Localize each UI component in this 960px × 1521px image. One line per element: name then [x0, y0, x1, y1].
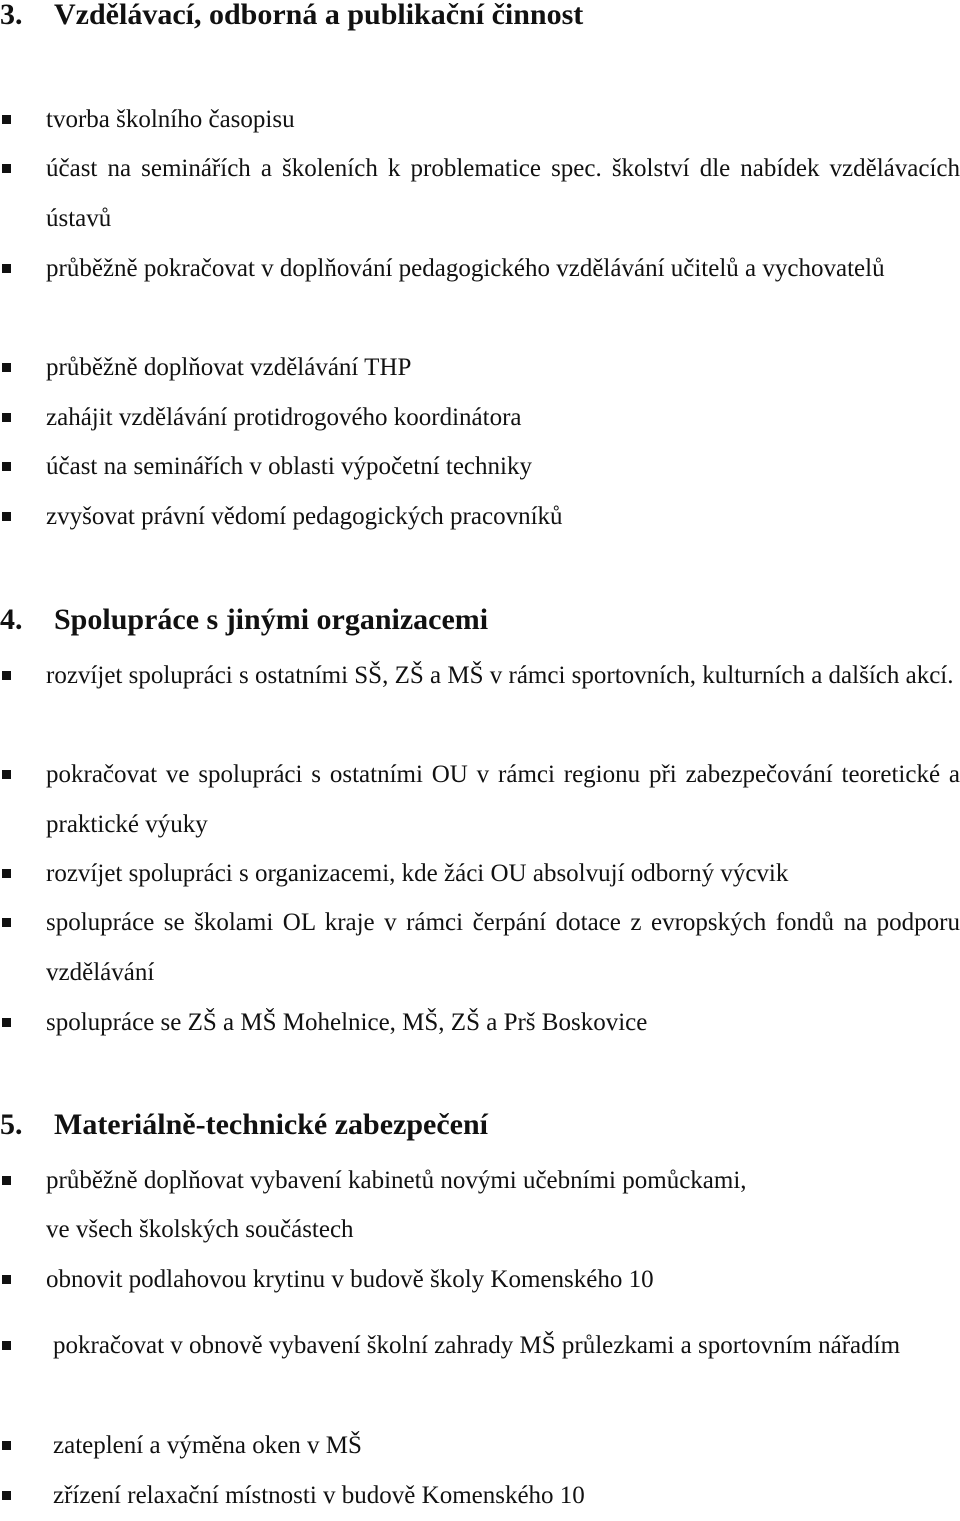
list-item-continuation	[0, 1205, 960, 1255]
bullet-square-icon	[2, 363, 11, 372]
list-item	[0, 492, 960, 542]
list-item-text: průběžně doplňovat vzdělávání THP	[46, 354, 412, 381]
list-item	[0, 750, 960, 850]
list-item	[0, 244, 960, 294]
list-item	[0, 1421, 960, 1471]
bullet-square-icon	[2, 869, 11, 878]
list-item	[0, 651, 960, 701]
bullet-square-icon	[2, 1176, 11, 1185]
list-item	[0, 144, 960, 244]
section-heading-3	[0, 0, 583, 33]
bullet-square-icon	[2, 512, 11, 521]
list-item-text: průběžně doplňovat vybavení kabinetů novými učebními pomůckami,	[46, 1167, 747, 1194]
bullet-square-icon	[2, 413, 11, 422]
bullet-square-icon	[2, 918, 11, 927]
bullet-square-icon	[2, 1491, 11, 1500]
list-item-text: tvorba školního časopisu	[46, 106, 295, 133]
list-item	[0, 998, 960, 1048]
section-title: Materiálně-technické zabezpečení	[54, 1108, 489, 1141]
section-heading-4	[0, 602, 488, 638]
list-item	[0, 442, 960, 492]
list-item-text: zateplení a výměna oken v MŠ	[53, 1432, 362, 1459]
list-item-text: rozvíjet spolupráci s ostatními SŠ, ZŠ a MŠ v rámci sportovních, kulturních a dalších akcí.	[46, 662, 954, 689]
list-item	[0, 1156, 960, 1206]
list-item-text: zřízení relaxační místnosti v budově Komenského 10	[53, 1482, 585, 1509]
bullet-square-icon	[2, 264, 11, 273]
list-item	[0, 1321, 960, 1371]
section-title: Vzdělávací, odborná a publikační činnost	[54, 0, 584, 31]
section-number: 3.	[0, 0, 23, 31]
list-item-text: pokračovat ve spolupráci s ostatními OU v rámci regionu při zabezpečování teoretické a praktické výuky	[46, 761, 960, 838]
bullet-square-icon	[2, 164, 11, 173]
list-item	[0, 898, 960, 998]
bullet-square-icon	[2, 462, 11, 471]
bullet-square-icon	[2, 1018, 11, 1027]
list-item-text: ve všech školských součástech	[46, 1216, 354, 1243]
section-number: 5.	[0, 1108, 23, 1141]
list-item-text: spolupráce se školami OL kraje v rámci čerpání dotace z evropských fondů na podporu vzdělávání	[46, 909, 960, 986]
bullet-square-icon	[2, 770, 11, 779]
list-item-text: pokračovat v obnově vybavení školní zahrady MŠ průlezkami a sportovním nářadím	[53, 1332, 901, 1359]
section-title: Spolupráce s jinými organizacemi	[54, 603, 489, 636]
list-item-text: spolupráce se ZŠ a MŠ Mohelnice, MŠ, ZŠ a Prš Boskovice	[46, 1009, 648, 1036]
list-item	[0, 393, 960, 443]
section-number: 4.	[0, 603, 23, 636]
list-item-text: rozvíjet spolupráci s organizacemi, kde žáci OU absolvují odborný výcvik	[46, 860, 789, 887]
list-item	[0, 1471, 960, 1521]
bullet-square-icon	[2, 671, 11, 680]
bullet-square-icon	[2, 1441, 11, 1450]
bullet-square-icon	[2, 1341, 11, 1350]
bullet-square-icon	[2, 115, 11, 124]
list-item-text: průběžně pokračovat v doplňování pedagogického vzdělávání učitelů a vychovatelů	[46, 255, 885, 282]
list-item-text: zahájit vzdělávání protidrogového koordinátora	[46, 404, 522, 431]
list-item	[0, 343, 960, 393]
list-item	[0, 95, 960, 145]
list-item	[0, 1255, 960, 1305]
list-item-text: účast na seminářích v oblasti výpočetní techniky	[46, 453, 532, 480]
list-item-text: účast na seminářích a školeních k problematice spec. školství dle nabídek vzdělávacích ústavů	[46, 155, 960, 232]
list-item-text: zvyšovat právní vědomí pedagogických pracovníků	[46, 503, 563, 530]
list-item	[0, 849, 960, 899]
list-item-text: obnovit podlahovou krytinu v budově školy Komenského 10	[46, 1266, 654, 1293]
section-heading-5	[0, 1107, 488, 1143]
bullet-square-icon	[2, 1275, 11, 1284]
